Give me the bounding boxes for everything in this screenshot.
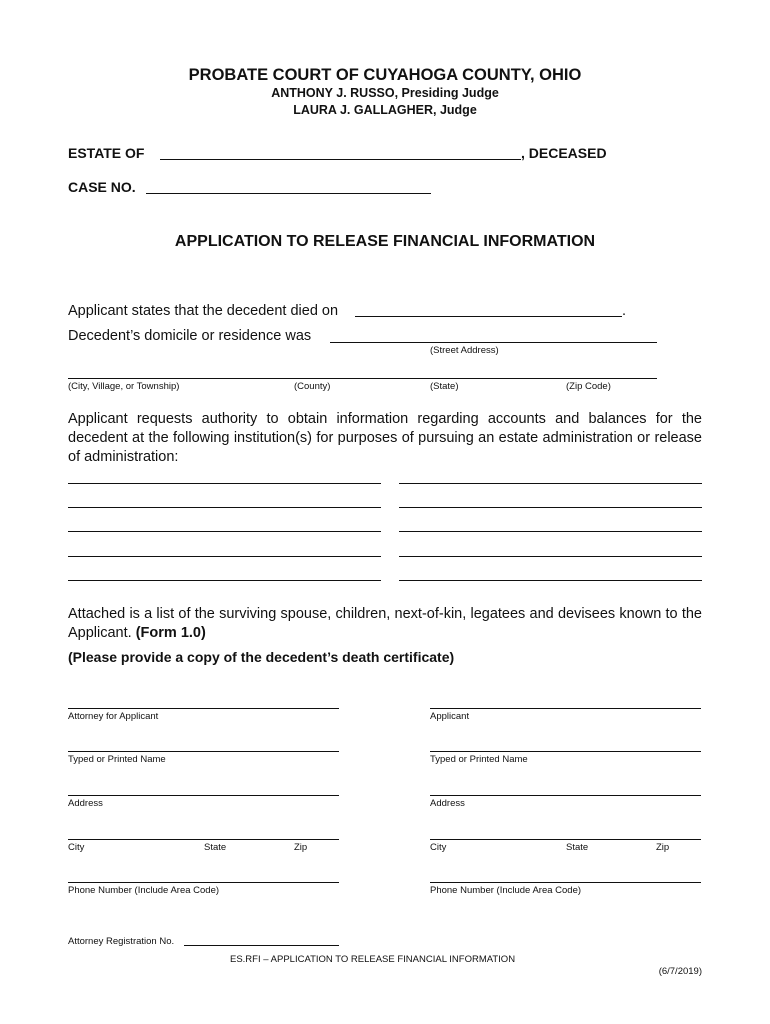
city-label: (City, Village, or Township) bbox=[68, 381, 180, 392]
footer-form-name: ES.RFI – APPLICATION TO RELEASE FINANCIAL INFORMATION bbox=[230, 954, 516, 965]
phone-label-right: Phone Number (Include Area Code) bbox=[430, 885, 582, 896]
street-address-label: (Street Address) bbox=[430, 345, 499, 356]
death-certificate-note: (Please provide a copy of the decedent’s death certificate) bbox=[68, 649, 455, 665]
attorney-city-line[interactable] bbox=[68, 839, 339, 840]
applicant-city-line[interactable] bbox=[430, 839, 701, 840]
case-no-field[interactable] bbox=[146, 193, 431, 194]
attached-paragraph bbox=[68, 605, 702, 643]
deceased-label: , DECEASED bbox=[521, 145, 607, 161]
institution-line-left[interactable] bbox=[68, 507, 381, 508]
institution-line-left[interactable] bbox=[68, 580, 381, 581]
institution-line-right[interactable] bbox=[399, 483, 702, 484]
typed-name-label-left: Typed or Printed Name bbox=[68, 754, 166, 765]
form-reference: (Form 1.0) bbox=[135, 625, 206, 641]
form-title: APPLICATION TO RELEASE FINANCIAL INFORMATION bbox=[174, 233, 596, 250]
institution-line-left[interactable] bbox=[68, 531, 381, 532]
attorney-label: Attorney for Applicant bbox=[68, 711, 159, 722]
institution-line-right[interactable] bbox=[399, 556, 702, 557]
registration-number-field[interactable] bbox=[184, 945, 339, 946]
zip-label: (Zip Code) bbox=[566, 381, 611, 392]
city-county-state-zip-field[interactable] bbox=[68, 378, 657, 379]
phone-label-left: Phone Number (Include Area Code) bbox=[68, 885, 220, 896]
judge: LAURA J. GALLAGHER, Judge bbox=[293, 103, 477, 117]
institution-line-left[interactable] bbox=[68, 483, 381, 484]
applicant-signature-line[interactable] bbox=[430, 708, 701, 709]
estate-label: ESTATE OF bbox=[68, 145, 145, 161]
court-name: PROBATE COURT OF CUYAHOGA COUNTY, OHIO bbox=[188, 66, 582, 84]
death-period: . bbox=[622, 303, 627, 319]
address-label-left: Address bbox=[68, 798, 103, 809]
applicant-name-line[interactable] bbox=[430, 751, 701, 752]
registration-label: Attorney Registration No. bbox=[68, 936, 175, 947]
typed-name-label-right: Typed or Printed Name bbox=[430, 754, 528, 765]
state-label-left: State bbox=[204, 842, 227, 853]
attached-text: Attached is a list of the surviving spouse, children, next-of-kin, legatees and devisees known to the Applicant. bbox=[68, 606, 702, 641]
applicant-phone-line[interactable] bbox=[430, 882, 701, 883]
attorney-address-line[interactable] bbox=[68, 795, 339, 796]
state-label-right: State bbox=[566, 842, 589, 853]
institution-line-left[interactable] bbox=[68, 556, 381, 557]
institution-line-right[interactable] bbox=[399, 531, 702, 532]
request-paragraph: Applicant requests authority to obtain information regarding accounts and balances for the decedent at the following institution(s) for purposes of pursuing an estate administration or release of administration: bbox=[68, 411, 702, 465]
domicile-statement: Decedent’s domicile or residence was bbox=[68, 328, 312, 344]
death-statement: Applicant states that the decedent died on bbox=[68, 303, 339, 319]
applicant-address-line[interactable] bbox=[430, 795, 701, 796]
street-address-field[interactable] bbox=[330, 342, 657, 343]
death-date-field[interactable] bbox=[355, 316, 622, 317]
institution-line-right[interactable] bbox=[399, 507, 702, 508]
estate-name-field[interactable] bbox=[160, 159, 521, 160]
county-label: (County) bbox=[294, 381, 331, 392]
presiding-judge: ANTHONY J. RUSSO, Presiding Judge bbox=[271, 86, 499, 100]
city-label-right: City bbox=[430, 842, 447, 853]
zip-label-right: Zip bbox=[656, 842, 670, 853]
address-label-right: Address bbox=[430, 798, 465, 809]
attorney-signature-line[interactable] bbox=[68, 708, 339, 709]
attorney-name-line[interactable] bbox=[68, 751, 339, 752]
state-label: (State) bbox=[430, 381, 459, 392]
institution-line-right[interactable] bbox=[399, 580, 702, 581]
footer-date: (6/7/2019) bbox=[658, 966, 702, 977]
attorney-phone-line[interactable] bbox=[68, 882, 339, 883]
zip-label-left: Zip bbox=[294, 842, 308, 853]
city-label-left: City bbox=[68, 842, 85, 853]
case-no-label: CASE NO. bbox=[68, 179, 136, 195]
applicant-label: Applicant bbox=[430, 711, 470, 722]
